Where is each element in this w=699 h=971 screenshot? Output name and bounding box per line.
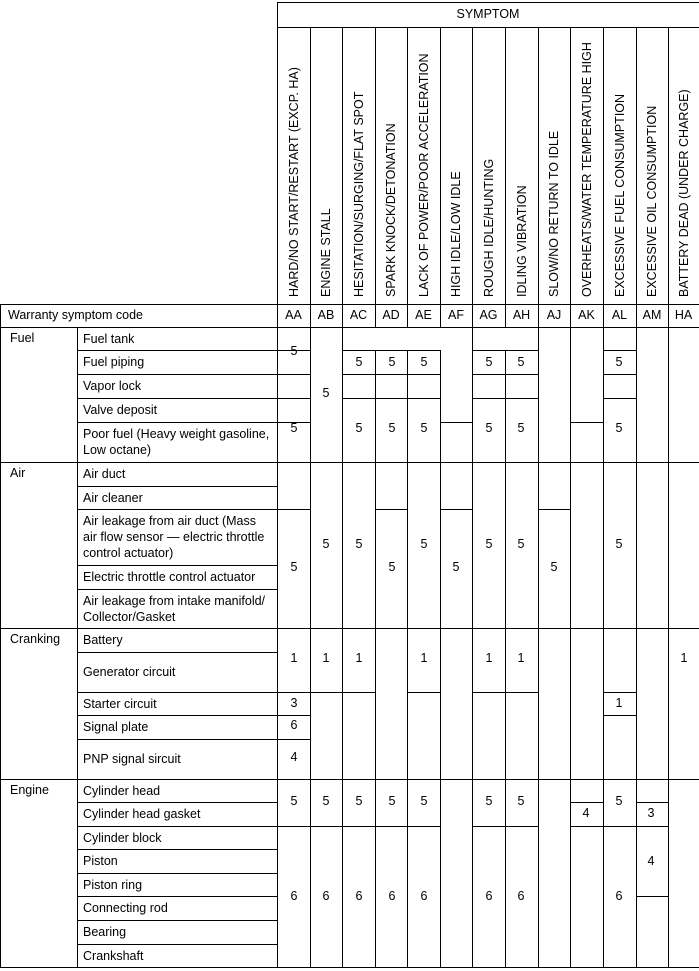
rating-ac: 5	[355, 355, 363, 369]
rating-aa: 4	[290, 750, 298, 764]
rating-ah: 5	[517, 421, 525, 435]
rating-al: 1	[615, 696, 623, 710]
symptom-heading: SYMPTOM	[456, 7, 520, 21]
item-13: Signal plate	[83, 720, 149, 734]
rating-am: 3	[647, 806, 655, 820]
symptom-header-ab: ENGINE STALL	[319, 208, 333, 297]
rating-ab: 5	[322, 537, 330, 551]
rating-aa: 5	[290, 560, 298, 574]
rating-ad: 5	[388, 421, 396, 435]
rating-al: 5	[615, 355, 623, 369]
item-20: Connecting rod	[83, 901, 168, 915]
code-ak: AK	[578, 308, 595, 322]
rating-ah: 5	[517, 537, 525, 551]
code-ag: AG	[479, 308, 498, 322]
rating-aa: 3	[290, 696, 298, 710]
item-3: Valve deposit	[83, 403, 158, 417]
rating-ad: 5	[388, 560, 396, 574]
item-0: Fuel tank	[83, 331, 135, 346]
symptom-header-aa: HARD/NO START/RESTART (EXCP. HA)	[286, 67, 301, 297]
symptom-header-al: EXCESSIVE FUEL CONSUMPTION	[612, 93, 627, 297]
rating-ae: 5	[420, 421, 428, 435]
rating-ak: 4	[582, 806, 590, 820]
symptom-header-af: HIGH IDLE/LOW IDLE	[449, 171, 463, 297]
rating-ae: 1	[420, 651, 428, 665]
item-11: Generator circuit	[83, 665, 176, 679]
symptom-header-ah: IDLING VIBRATION	[514, 185, 529, 297]
item-22: Crankshaft	[83, 948, 144, 963]
symptom-header-ae: LACK OF POWER/POOR ACCELERATION	[416, 53, 431, 297]
item-15: Cylinder head	[83, 783, 161, 798]
rating-ae: 6	[420, 889, 428, 903]
symptom-header-aj: SLOW/NO RETURN TO IDLE	[547, 130, 561, 297]
rating-ah: 6	[517, 889, 525, 903]
item-14: PNP signal sircuit	[83, 752, 181, 766]
symptom-header-ag: ROUGH IDLE/HUNTING	[481, 158, 496, 297]
symptom-header-ac: HESITATION/SURGING/FLAT SPOT	[351, 91, 366, 297]
rating-ac: 5	[355, 794, 363, 808]
rating-ab: 5	[322, 794, 330, 808]
item-1: Fuel piping	[83, 355, 145, 369]
rating-ae: 5	[420, 537, 428, 551]
rating-ah: 5	[517, 794, 525, 808]
rating-al: 6	[615, 889, 623, 903]
rating-ae: 5	[420, 355, 428, 369]
rating-aj: 5	[550, 560, 558, 574]
category-air: Air	[10, 466, 26, 480]
item-8: Electric throttle control actuator	[83, 570, 256, 584]
rating-al: 5	[615, 537, 623, 551]
rating-ag: 5	[485, 355, 493, 369]
symptom-header-ad: SPARK KNOCK/DETONATION	[384, 123, 398, 297]
symptom-header-ak: OVERHEATS/WATER TEMPERATURE HIGH	[579, 42, 594, 297]
rating-af: 5	[452, 560, 460, 574]
rating-ac: 5	[355, 421, 363, 435]
symptom-header-am: EXCESSIVE OIL CONSUMPTION	[645, 105, 659, 297]
code-aj: AJ	[546, 308, 562, 322]
rating-ah: 5	[517, 355, 525, 369]
item-16: Cylinder head gasket	[83, 807, 201, 821]
code-ad: AD	[382, 308, 400, 322]
item-17: Cylinder block	[83, 830, 162, 845]
code-ab: AB	[317, 308, 335, 322]
rating-aa: 6	[290, 889, 298, 903]
rating-am: 4	[647, 854, 655, 868]
item-19: Piston ring	[83, 877, 143, 892]
category-fuel: Fuel	[10, 331, 35, 345]
rating-aa: 5	[290, 344, 298, 358]
item-9: Air leakage from intake manifold/ Collector/Gasket	[83, 593, 266, 624]
code-al: AL	[611, 308, 628, 322]
rating-al: 5	[615, 794, 623, 808]
rating-ag: 5	[485, 537, 493, 551]
rating-ac: 6	[355, 889, 363, 903]
rating-ad: 6	[388, 889, 396, 903]
item-12: Starter circuit	[83, 696, 157, 711]
item-21: Bearing	[83, 925, 127, 939]
rating-ad: 5	[388, 355, 396, 369]
code-ah: AH	[512, 308, 531, 322]
rating-al: 5	[615, 421, 623, 435]
rating-ab: 6	[322, 889, 330, 903]
item-2: Vapor lock	[83, 379, 142, 393]
rating-ha: 1	[680, 651, 688, 665]
rating-aa: 5	[290, 421, 298, 435]
item-6: Air cleaner	[83, 490, 143, 505]
code-af: AF	[448, 308, 464, 322]
rating-ag: 5	[485, 794, 493, 808]
rating-ab: 1	[322, 651, 330, 665]
rating-ag: 6	[485, 889, 493, 903]
category-engine: Engine	[10, 783, 49, 797]
item-7: Air leakage from air duct (Mass air flow sensor — electric throttle control actuator)	[83, 514, 265, 560]
rating-ag: 1	[485, 651, 493, 665]
category-cranking: Cranking	[10, 632, 61, 646]
rating-aa: 1	[290, 651, 298, 665]
warranty-symptom-code-label: Warranty symptom code	[8, 308, 143, 322]
rating-ah: 1	[517, 651, 525, 665]
rating-ab: 5	[322, 386, 330, 400]
rating-ac: 5	[355, 537, 363, 551]
rating-aa: 5	[290, 794, 298, 808]
code-ha: HA	[674, 308, 693, 322]
item-4: Poor fuel (Heavy weight gasoline, Low octane)	[83, 427, 270, 457]
code-aa: AA	[285, 308, 302, 322]
rating-ag: 5	[485, 421, 493, 435]
item-10: Battery	[83, 633, 123, 647]
item-18: Piston	[83, 854, 118, 868]
symptom-header-ha: BATTERY DEAD (UNDER CHARGE)	[676, 89, 691, 297]
rating-ae: 5	[420, 794, 428, 808]
code-ae: AE	[415, 308, 432, 322]
code-am: AM	[642, 308, 662, 322]
rating-aa: 6	[290, 718, 298, 732]
item-5: Air duct	[83, 467, 126, 481]
rating-ad: 5	[388, 794, 396, 808]
rating-ac: 1	[355, 651, 363, 665]
code-ac: AC	[349, 308, 368, 322]
